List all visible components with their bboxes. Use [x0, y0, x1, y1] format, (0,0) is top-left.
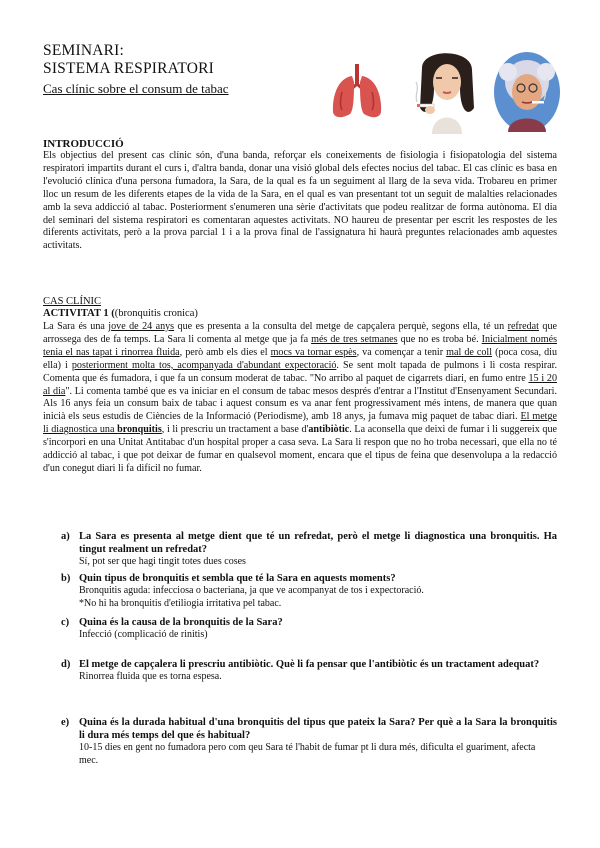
- question-answer: 10-15 dies en gent no fumadora pero com qeu Sara té l'habit de fumar pt li dura més, dificulta el guariment, afecta mec.: [79, 742, 536, 766]
- lungs-icon: [330, 62, 384, 120]
- question-d: [61, 658, 557, 684]
- case-paragraph: La Sara és una jove de 24 anys que es presenta a la consulta del metge de capçalera perquè, segons ella, té un refredat que arrossega des de fa temps. La Sara li comenta al metge que ja fa més de tres setmanes que no es troba bé. Inicialment només tenia el nas tapat i rinorrea fluida, però amb els dies el mocs va tornar espès, va començar a tenir mal de coll (poca cosa, diu ella) i posteriorment molta tos, acompanyada d'abundant expectoració. Se sent molt tapada de pulmons i li costa respirar. Comenta que és fumadora, i que fa un consum moderat de tabac. "No arribo al paquet de cigarrets diari, en fumo entre 15 i 20 al dia". Li comenta també que es va iniciar en el consum de tabac mesos després d'entrar a l'Institut d'Ensenyament Secundari. Als 16 anys feia un consum baix de tabac i aquest consum es va anar fent progressivament més intens, de manera que quan inicià els seus estudis de Ciències de la Informació (Periodisme), amb 18 anys, ja fumava mig paquet de tabac diari. El metge li diagnostica una bronquitis, i li prescriu un tractament a base d'antibiòtic. La aconsella que deixi de fumar i li suggereix que s'incorpori en una Unitat Antitabac d'un hospital proper a casa seva. La Sara li respon que no ho troba necessari, que ella no té addicció al tabac, i que pot deixar de fumar en qualsevol moment, encara que el tipus de feina que desenvolupa a la redacció d'un conegut diari li fa difícil no fumar.: [43, 321, 557, 474]
- question-text: Quin tipus de bronquitis et sembla que té la Sara en aquests moments?: [79, 573, 396, 584]
- question-text: Quina és la causa de la bronquitis de la Sara?: [79, 617, 283, 628]
- question-b: [61, 572, 557, 610]
- question-c: [61, 616, 557, 642]
- activity-label: ACTIVITAT 1: [43, 308, 109, 319]
- question-letter: c): [61, 617, 70, 628]
- question-e: [61, 716, 557, 767]
- question-letter: a): [61, 531, 70, 542]
- question-letter: b): [61, 573, 71, 584]
- intro-paragraph: Els objectius del present cas clínic són, d'una banda, reforçar els coneixements de fisiologia i fisiopatologia del sistema respiratori impartits durant el curs i, d'altra banda, donar una visió global dels efectes nocius del tabac. El cas clínic es basa en l'evolució clínica d'una persona fumadora, la Sara, de la qual es fa un seguiment al llarg de la seva vida. Trobareu en primer lloc un resum de les diferents etapes de la vida de la Sara, en el qual es van presentant tot un seguit de malalties relacionades amb la seva addicció al tabac. Posteriorment s'enumeren una sèrie d'activitats que podeu realitzar de forma autònoma. El dia del seminari del sistema respiratori es comentaran aquestes activitats. NO haureu de presentar per escrit les respostes de les diferents activitats, però a la prova parcial 1 i a la prova final de l'assignatura hi haurà preguntes relacionades amb aquestes activitats.: [43, 150, 557, 252]
- question-letter: e): [61, 717, 70, 728]
- question-letter: d): [61, 659, 71, 670]
- question-a: [61, 530, 557, 569]
- document-subtitle: Cas clínic sobre el consum de tabac: [43, 81, 229, 96]
- activity-heading: ACTIVITAT 1 ((bronquitis cronica): [43, 308, 198, 319]
- question-text: La Sara es presenta al metge dient que té un refredat, però el metge li diagnostica una bronquitis. Ha tingut realment un refredat?: [79, 531, 557, 555]
- case-heading: CAS CLÍNIC: [43, 296, 102, 307]
- question-answer: Infecció (complicació de rinitis): [79, 629, 208, 640]
- question-text: El metge de capçalera li prescriu antibiòtic. Què li fa pensar que l'antibiòtic és un tractament adequat?: [79, 659, 540, 670]
- question-text: Quina és la durada habitual d'una bronquitis del tipus que pateix la Sara? Per què a la Sara la bronquitis li dura més temps del que és habitual?: [79, 717, 557, 741]
- intro-heading: INTRODUCCIÓ: [43, 138, 124, 150]
- question-answer: Rinorrea fluida que es torna espesa.: [79, 671, 222, 682]
- title-line-2: SISTEMA RESPIRATORI: [43, 60, 215, 77]
- header-images: [330, 46, 560, 136]
- question-answer: Bronquitis aguda: infecciosa o bacteriana, ja que ve acompanyat de tos i expectoració.: [79, 585, 424, 596]
- woman-smoking-icon: [412, 48, 482, 134]
- question-answer-note: *No hi ha bronquitis d'etiliogia irritativa pel tabac.: [79, 597, 282, 609]
- old-woman-smoking-icon: [494, 52, 560, 132]
- activity-sub: (bronquitis cronica): [114, 308, 198, 319]
- title-line-1: SEMINARI:: [43, 42, 125, 59]
- question-answer: Sí, pot ser que hagi tingit totes dues coses: [79, 556, 246, 567]
